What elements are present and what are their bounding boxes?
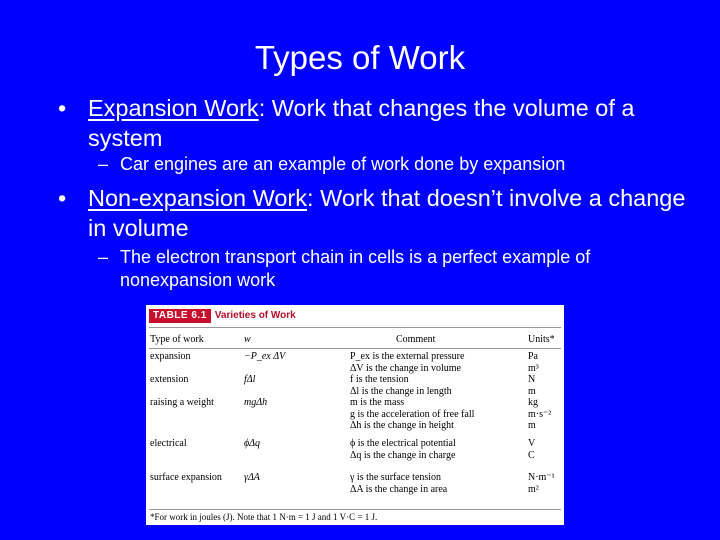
header-comment: Comment bbox=[396, 334, 436, 345]
subbullet-electron-transport bbox=[98, 246, 698, 292]
bullet-symbol: • bbox=[58, 185, 67, 211]
divider bbox=[149, 348, 561, 349]
cell-unit: N bbox=[528, 374, 536, 385]
cell-comment: m is the mass bbox=[350, 397, 405, 408]
divider bbox=[149, 327, 561, 328]
cell-unit: m² bbox=[528, 483, 539, 495]
cell-comment: Δq is the change in charge bbox=[350, 449, 456, 461]
bullet-nonexpansion-work bbox=[58, 183, 698, 243]
definition-expansion-work: : Work that changes the volume of a system bbox=[88, 95, 635, 151]
cell-comment: γ is the surface tension bbox=[350, 472, 442, 483]
header-units: Units* bbox=[528, 334, 555, 345]
header-w: w bbox=[244, 334, 251, 345]
cell-type: electrical bbox=[150, 438, 187, 449]
table-number: TABLE 6.1 bbox=[149, 309, 211, 323]
cell-comment: ΔV is the change in volume bbox=[350, 362, 461, 374]
subbullet-car-engines bbox=[98, 153, 698, 176]
divider bbox=[149, 509, 561, 510]
cell-unit: m bbox=[528, 385, 536, 397]
cell-type: raising a weight bbox=[150, 397, 214, 408]
bullet-expansion-work bbox=[58, 93, 698, 153]
bullet-symbol: • bbox=[58, 95, 67, 121]
cell-type: expansion bbox=[150, 351, 191, 362]
cell-unit: m·s⁻² bbox=[528, 408, 552, 420]
cell-unit: m³ bbox=[528, 362, 539, 374]
cell-type: surface expansion bbox=[150, 472, 222, 483]
subbullet-text: Car engines are an example of work done by expansion bbox=[120, 154, 566, 174]
cell-comment: g is the acceleration of free fall bbox=[350, 408, 475, 420]
table-caption bbox=[149, 309, 296, 324]
cell-type: extension bbox=[150, 374, 189, 385]
definition-nonexpansion-work: : Work that doesn’t involve a change in volume bbox=[88, 185, 686, 241]
cell-unit: V bbox=[528, 438, 536, 449]
dash-symbol: – bbox=[98, 154, 109, 174]
cell-w: −P_ex ΔV bbox=[244, 351, 286, 362]
cell-comment: Δl is the change in length bbox=[350, 385, 452, 397]
term-nonexpansion-work: Non-expansion Work bbox=[88, 185, 308, 211]
header-type: Type of work bbox=[150, 334, 204, 345]
cell-comment: ΔA is the change in area bbox=[350, 483, 448, 495]
table-name: Varieties of Work bbox=[214, 310, 296, 321]
cell-unit: N·m⁻¹ bbox=[528, 472, 555, 483]
table-footnote: *For work in joules (J). Note that 1 N·m = 1 J and 1 V·C = 1 J. bbox=[150, 512, 378, 522]
subbullet-text: The electron transport chain in cells is a perfect example of nonexpansion work bbox=[120, 247, 591, 290]
cell-w: ϕΔq bbox=[244, 438, 261, 449]
cell-comment: Δh is the change in height bbox=[350, 420, 454, 432]
cell-comment: P_ex is the external pressure bbox=[350, 351, 465, 362]
cell-unit: kg bbox=[528, 397, 538, 408]
varieties-of-work-table bbox=[146, 305, 564, 525]
dash-symbol: – bbox=[98, 247, 109, 267]
term-expansion-work: Expansion Work bbox=[88, 95, 259, 121]
cell-w: γΔA bbox=[244, 472, 260, 483]
slide-title: Types of Work bbox=[254, 39, 466, 76]
cell-unit: C bbox=[528, 449, 535, 461]
cell-w: fΔl bbox=[244, 374, 256, 385]
cell-w: mgΔh bbox=[244, 397, 268, 408]
cell-comment: ϕ is the electrical potential bbox=[350, 438, 456, 449]
cell-comment: f is the tension bbox=[350, 374, 409, 385]
cell-unit: m bbox=[528, 420, 536, 432]
cell-unit: Pa bbox=[528, 351, 538, 362]
